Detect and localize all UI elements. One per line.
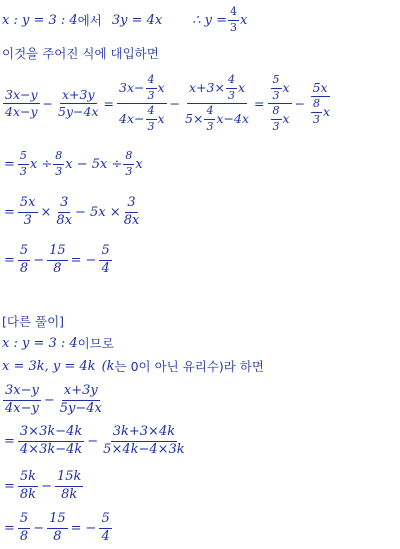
fraction-c: 3x− $\frac{4}{3}$ x 4x− $\frac{4}{3}$ x [119,73,165,133]
alt-fraction-b: $\frac{x+3y}{5y-4x}$ [59,383,102,416]
condition-line [2,6,247,34]
fraction-5-4: $\frac{5}{4}$ [101,243,110,276]
label-eseo: 에서 [77,13,102,29]
alt-imeuro: 이므로 [77,336,114,351]
alt-result: = $\frac{5}{8}$ − $\frac{15}{8}$ = − $\frac{5}{4}$ [4,511,110,544]
fraction-e: $\frac{5}{3}$ x $\frac{8}{3}$ x [268,74,292,134]
fraction-5x-3: $\frac{5x}{3}$ [19,195,36,228]
alt-set-k: (k [101,358,115,374]
fraction-15-8: $\frac{15}{8}$ [49,243,66,276]
alt-fraction-c: $\frac{3\times 3k-4k}{4\times 3k-4k}$ [19,424,83,457]
alt-fraction-5-4: $\frac{5}{4}$ [101,511,110,544]
alt-expression: $\frac{3x-y}{4x-y}$ − $\frac{x+3y}{5y-4x}$ [5,383,102,416]
fraction-4-3: $\frac{4}{3}$ [229,5,237,34]
alt-set-xy: x = 3k, y = 4k [2,358,96,374]
multiplication-line: = $\frac{5x}{3}$ × $\frac{3}{8x}$ − 5x × $\frac{3}{8x}$ [4,195,140,228]
fraction-5-3: $\frac{5}{3}$ [19,149,27,178]
fraction-5-8: $\frac{5}{8}$ [19,243,29,276]
term-minus-5x: − 5x × [75,204,121,220]
fraction-3-8x-a: $\frac{3}{8x}$ [56,195,73,228]
var-x: x [239,12,248,28]
alt-simplified: = $\frac{5k}{8k}$ − $\frac{15k}{8k}$ [4,469,82,502]
alt-fraction-a: $\frac{3x-y}{4x-y}$ [5,383,39,416]
alt-fraction-15k-8k: $\frac{15k}{8k}$ [56,469,82,502]
alt-set-text: 는 0이 아닌 유리수)라 하면 [114,359,264,374]
term-x: x [135,156,143,172]
therefore-y: ∴ y = [192,12,227,28]
fraction-d: x+3× $\frac{4}{3}$ x 5× $\frac{4}{3}$ x−4x [185,73,250,133]
substitution-text: 이것을 주어진 식에 대입하면 [2,46,159,61]
substitution-equation: $\frac{3x-y}{4x-y}$ − $\frac{x+3y}{5y-4x}$ = 3x− $\frac{4}{3}$ x 4x− $\frac{4}{3}$ x − x+3× $\frac{4}{3}$ x 5× $\frac{4}{3}$ x−4x = $\frac{5}{3}$ x $\frac{8}{3}$ x − 5x $\frac{8}{3}$ x [5,73,331,133]
alt-solution-title: [다른 풀이] [2,314,65,329]
alt-set-line [2,357,264,375]
fraction-8-3-a: $\frac{8}{3}$ [55,149,63,178]
fraction-3-8x-b: $\frac{3}{8x}$ [123,195,140,228]
fraction-b: $\frac{x+3y}{5y-4x}$ [58,86,99,120]
alt-fraction-5k-8k: $\frac{5k}{8k}$ [19,469,37,502]
fraction-8-3-b: $\frac{8}{3}$ [125,149,133,178]
alt-substituted: = $\frac{3\times 3k-4k}{4\times 3k-4k}$ − $\frac{3k+3\times 4k}{5\times 4k-4\times 3k}$ [4,424,185,457]
alt-ratio: x : y = 3 : 4 [2,335,78,351]
term-x-div: x ÷ [29,156,53,172]
alt-fraction-15-8: $\frac{15}{8}$ [49,511,66,544]
equation-3y-4x: 3y = 4x [111,12,163,28]
division-line: = $\frac{5}{3}$ x ÷ $\frac{8}{3}$ x − 5x ÷ $\frac{8}{3}$ x [4,149,143,178]
fraction-f: 5x $\frac{8}{3}$ x [312,79,331,126]
alt-fraction-d: $\frac{3k+3\times 4k}{5\times 4k-4\times 3k}$ [103,424,185,457]
ratio-condition: x : y = 3 : 4 [2,12,78,28]
alt-condition-line [2,334,114,352]
result-line: = $\frac{5}{8}$ − $\frac{15}{8}$ = − $\frac{5}{4}$ [4,243,110,276]
alt-fraction-5-8: $\frac{5}{8}$ [19,511,29,544]
fraction-a: $\frac{3x-y}{4x-y}$ [5,86,38,120]
term-x-minus: x − 5x ÷ [65,156,123,172]
